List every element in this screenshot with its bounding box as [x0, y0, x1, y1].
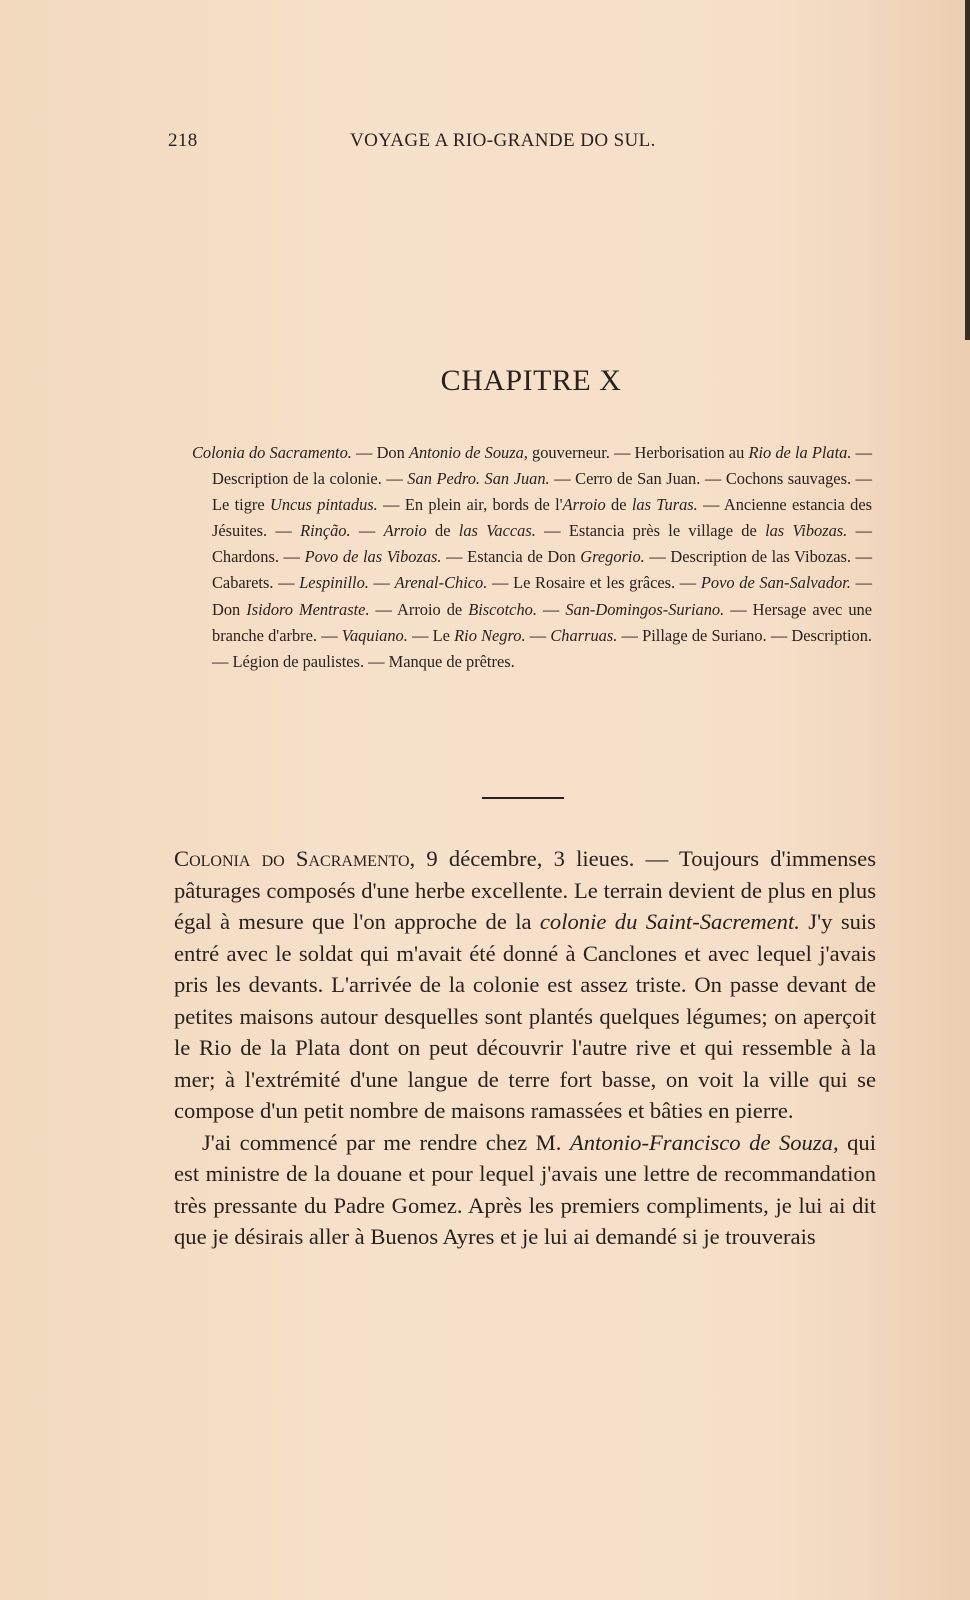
summary-segment: Rio Negro. [454, 625, 526, 645]
summary-segment: — Cerro de San Juan. — Cochons sauvages. — Le tigre [212, 469, 873, 515]
summary-segment: Arenal-Chico. [394, 573, 488, 593]
summary-segment: — Pillage de Suriano. — Description. — Légion de paulistes. — Manque de prêtres. [212, 625, 872, 671]
summary-segment: gouverneur. — Herborisation au [527, 443, 749, 462]
summary-segment: Povo de las Vibozas. [304, 547, 442, 567]
summary-segment: — Hersage avec une branche d'arbre. — [212, 599, 872, 645]
summary-segment: Lespinillo. [299, 573, 369, 593]
summary-segment: de [426, 521, 459, 541]
summary-segment: — Don [212, 573, 872, 619]
summary-segment: — [525, 625, 551, 645]
paragraph-italic: Antonio-Francisco de Souza, [569, 1129, 839, 1155]
summary-segment: — Le Rosaire et les grâces. — [487, 573, 701, 593]
summary-segment: Antonio de Souza, [408, 443, 528, 462]
summary-segment: — Le [407, 625, 455, 645]
summary-segment: las Vibozas. [765, 521, 848, 541]
chapter-title: CHAPITRE X [440, 364, 622, 397]
paragraph-text: J'y suis entré avec le soldat qui m'avait été donné à Canclones et avec lequel j'avais pris les devants. L'arrivée de la colonie est assez triste. On passe devant de petites maisons autour desquelles sont plantés quelques légumes; on aperçoit le Rio de la Plata dont on peut découvrir l'autre rive et qui ressemble à la mer; à l'extrémité d'une langue de terre fort basse, on voit la ville qui se compose d'un petit nombre de maisons ramassées et bâties en pierre. [174, 909, 876, 1123]
paragraph-text: qui est ministre de la douane et pour lequel j'avais une lettre de recommandation très pressante du Padre Gomez. Après les premiers compliments, je lui ai dit que je désirais aller à Buenos Ayres et je lui ai demandé si je trouverais [174, 1129, 876, 1249]
summary-segment: San Pedro. San Juan. [407, 469, 550, 489]
summary-segment: — En plein air, bords de l' [377, 495, 563, 515]
summary-segment: Gregorio. [580, 547, 645, 567]
summary-segment: Charruas. [550, 625, 618, 645]
summary-segment: — Description de la colonie. — [212, 443, 873, 489]
paragraph [174, 1127, 876, 1253]
summary-segment: Rinção. [300, 521, 351, 541]
summary-segment: Povo de San-Salvador. [700, 573, 851, 593]
summary-segment: — Chardons. — [212, 521, 872, 567]
summary-segment: — [536, 599, 566, 619]
summary-segment: Biscotcho. [468, 599, 537, 619]
summary-segment: — Arroio de [369, 599, 469, 619]
running-header [168, 130, 708, 158]
summary-segment: — Don [351, 443, 409, 462]
summary-segment: de [605, 495, 632, 515]
page-number: 218 [168, 130, 198, 151]
paragraph-text: J'ai commencé par me rendre chez M. [202, 1129, 570, 1155]
summary-segment: Colonia do Sacramento. [192, 443, 352, 462]
summary-segment: las Vaccas. [458, 521, 536, 541]
summary-segment: — Ancienne estancia des Jésuites. — [212, 495, 872, 541]
page-edge-shadow [965, 0, 970, 340]
summary-segment: — Estancia près le village de [535, 521, 766, 541]
summary-segment: Arroio [383, 521, 427, 541]
summary-segment: San-Domingos-Suriano. [565, 599, 725, 619]
paragraph [174, 843, 876, 1127]
body-text [174, 843, 876, 1253]
paragraph-italic: colonie du Saint-Sacrement. [539, 909, 800, 934]
section-divider [482, 797, 564, 799]
summary-segment: las Turas. [631, 495, 698, 515]
summary-segment: — Description de las Vibozas. — Cabarets. — [212, 547, 872, 593]
summary-segment: — [350, 521, 384, 541]
summary-segment: — [368, 573, 395, 593]
summary-segment: Vaquiano. [341, 625, 408, 645]
chapter-summary [192, 440, 872, 675]
running-title: VOYAGE A RIO-GRANDE DO SUL. [350, 130, 656, 151]
summary-segment: Rio de la Plata. [748, 443, 852, 462]
summary-segment: Isidoro Mentraste. [246, 599, 370, 619]
summary-segment: Uncus pintadus. [269, 495, 378, 515]
place-heading: Colonia do Sacramento, [174, 846, 416, 871]
summary-segment: — Estancia de Don [441, 547, 581, 567]
paragraph-text: 9 décembre, 3 lieues. — Toujours d'immenses pâturages composés d'une herbe excellente. Le terrain devient de plus en plus égal à mesure que l'on approche de la [174, 846, 876, 934]
summary-segment: Arroio [562, 495, 606, 515]
